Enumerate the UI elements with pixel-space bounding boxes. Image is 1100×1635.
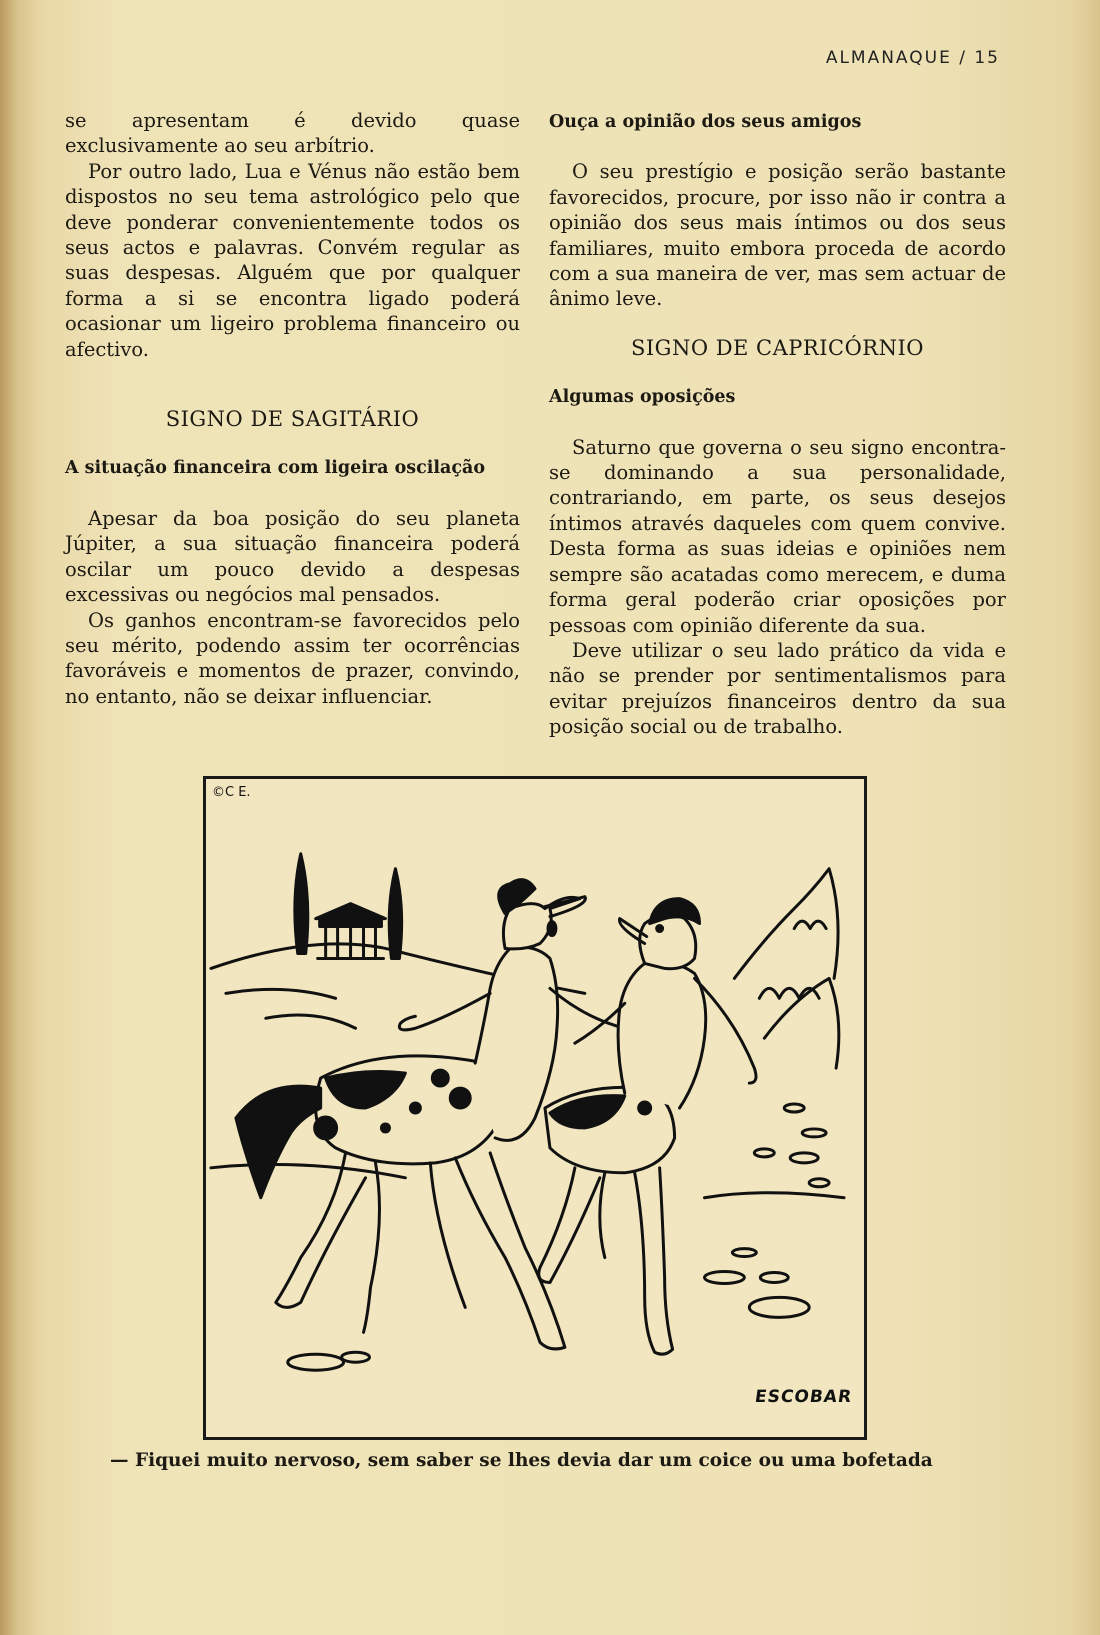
cartoon-drawing — [206, 779, 864, 1437]
copyright-mark: ©C E. — [212, 785, 251, 800]
sagittarius-title: SIGNO DE SAGITÁRIO — [165, 407, 420, 432]
sagittarius-paragraph-1: Apesar da boa posição do seu planeta Júpiter, a sua situação financeira poderá oscilar um pouco devido a despesas excessivas ou negócios mal pensados. — [65, 506, 520, 607]
sagittarius-paragraph-2: Os ganhos encontram-se favorecidos pelo seu mérito, podendo assim ter ocorrências favoráveis e momentos de prazer, convindo, no entanto, não se deixar influenciar. — [65, 608, 520, 708]
capricorn-paragraph-1: Saturno que governa o seu signo encontra-se dominando a sua personalidade, contrariando, em parte, os seus desejos íntimos através daqueles com quem convive. Desta forma as suas ideias e opiniões nem sempre são acatadas como merecem, e duma forma geral poderão criar oposições por pessoas com opinião diferente da sua. — [549, 435, 1006, 637]
capricorn-title: SIGNO DE CAPRICÓRNIO — [630, 335, 925, 360]
running-header: ALMANAQUE / 15 — [825, 48, 1000, 68]
left-column — [65, 108, 520, 709]
capricorn-paragraph-2: Deve utilizar o seu lado prático da vida e não se prender por sentimentalismos para evitar prejuízos financeiros dentro da sua posição social ou de trabalho. — [549, 638, 1006, 739]
continuation-paragraph-1: se apresentam é devido quase exclusivamente ao seu arbítrio. — [65, 109, 520, 158]
continuation-paragraph-2: Por outro lado, Lua e Vénus não estão bem dispostos no seu tema astrológico pelo que deve ponderar convenientemente todos os seus actos e palavras. Convém regular as suas despesas. Alguém que por qualquer forma a si se encontra ligado poderá ocasionar um ligeiro problema financeiro ou afectivo. — [65, 159, 520, 361]
friends-paragraph: O seu prestígio e posição serão bastante favorecidos, procure, por isso não ir contra a opinião dos seus mais íntimos ou dos seus familiares, muito embora proceda de acordo com a sua maneira de ver, mas sem actuar de ânimo leve. — [549, 160, 1006, 311]
artist-signature: ESCOBAR — [753, 1387, 854, 1407]
friends-subheading: Ouça a opinião dos seus amigos — [549, 112, 862, 132]
right-column — [549, 110, 1006, 740]
cartoon-caption: — Fiquei muito nervoso, sem saber se lhes devia dar um coice ou uma bofetada — [110, 1450, 933, 1471]
oppositions-subheading: Algumas oposições — [549, 387, 736, 408]
centaur-cartoon — [203, 776, 867, 1440]
sagittarius-subheading: A situação financeira com ligeira oscilação — [65, 458, 486, 479]
